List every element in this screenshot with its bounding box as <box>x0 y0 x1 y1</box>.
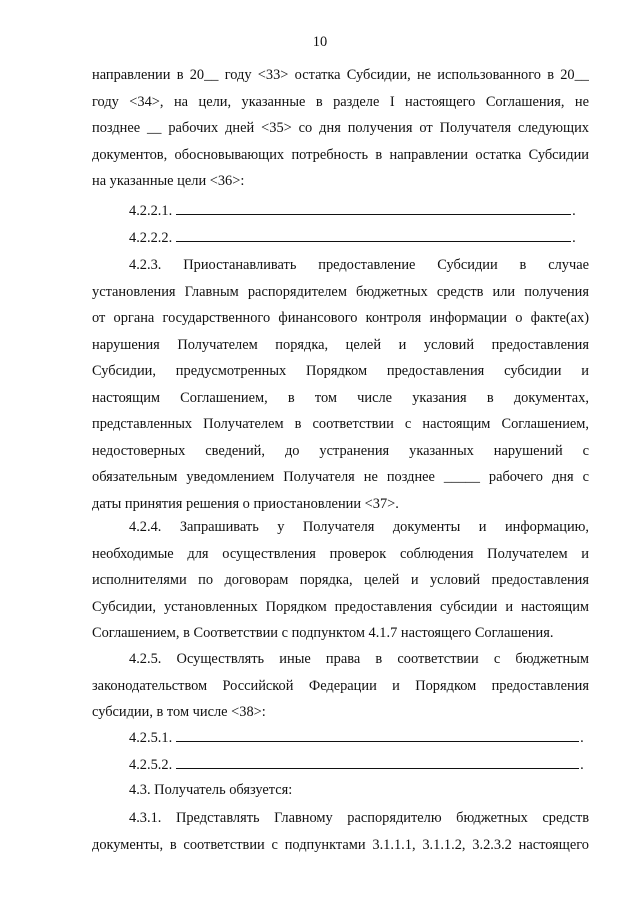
field-end: . <box>580 756 584 773</box>
field-end: . <box>580 730 584 746</box>
text-line: исполнителями по договорам порядка, целей и условий предоставления <box>92 572 589 588</box>
text-line: 4.2.3. Приостанавливать предоставление Субсидии в случае <box>129 257 589 273</box>
paragraph-4-2-4 <box>92 514 589 647</box>
text-line: на указанные цели <36>: <box>92 173 245 189</box>
text-line: обязательным уведомлением Получателя не позднее _____ рабочего дня с <box>92 469 589 485</box>
text-line: даты принятия решения о приостановлении <37>. <box>92 495 399 512</box>
page-number: 10 <box>312 34 328 50</box>
field-end: . <box>572 203 576 219</box>
blank-line <box>176 753 579 769</box>
blank-field-4-2-5-2 <box>92 752 589 779</box>
text-line: 4.3.1. Представлять Главному распорядителю бюджетных средств <box>129 810 589 826</box>
text-line: Соглашением, в Соответствии с подпунктом 4.1.7 настоящего Соглашения. <box>92 625 554 641</box>
text-line: Субсидии, предусмотренных Порядком предоставления субсидии и <box>92 363 589 379</box>
text-line: позднее __ рабочих дней <35> со дня получения от Получателя следующих <box>92 120 589 136</box>
fields-4-2-5 <box>92 725 589 778</box>
paragraph-intro <box>92 62 589 195</box>
text-line: установления Главным распорядителем бюджетных средств или получения <box>92 283 589 300</box>
field-label: 4.2.5.2. <box>129 756 173 773</box>
text-line: настоящим Соглашением, в том числе указания в документах, <box>92 389 589 406</box>
section-heading: 4.3. Получатель обязуется: <box>129 782 293 798</box>
text-line: законодательством Российской Федерации и Порядком предоставления <box>92 677 589 694</box>
field-label: 4.2.2.1. <box>129 203 173 219</box>
text-line: необходимые для осуществления проверок соблюдения Получателем и <box>92 545 589 562</box>
blank-line <box>176 199 571 215</box>
text-line: нарушения Получателем порядка, целей и условий предоставления <box>92 336 589 353</box>
text-line: от органа государственного финансового контроля информации о факте(ах) <box>92 310 589 326</box>
text-line: 4.2.5. Осуществлять иные права в соответствии с бюджетным <box>129 651 589 667</box>
paragraph-4-3-1 <box>92 805 589 858</box>
text-line: документов, обосновывающих потребность в направлении остатка Субсидии <box>92 146 589 163</box>
text-line: представленных Получателем в соответствии с настоящим Соглашением, <box>92 416 589 432</box>
text-line: Субсидии, установленных Порядком предоставления субсидии и настоящим <box>92 598 589 615</box>
field-label: 4.2.2.2. <box>129 229 173 246</box>
blank-field-4-2-2-1 <box>92 198 589 225</box>
text-line: году <34>, на цели, указанные в разделе I настоящего Соглашения, не <box>92 93 589 110</box>
blank-field-4-2-2-2 <box>92 225 589 252</box>
text-line: 4.2.4. Запрашивать у Получателя документы и информацию, <box>129 519 589 535</box>
blank-line <box>176 226 571 242</box>
text-line: субсидии, в том числе <38>: <box>92 704 266 720</box>
paragraph-4-2-3 <box>92 252 589 517</box>
text-line: документы, в соответствии с подпунктами 3.1.1.1, 3.1.1.2, 3.2.3.2 настоящего <box>92 836 589 853</box>
field-label: 4.2.5.1. <box>129 730 173 746</box>
field-end: . <box>572 229 576 246</box>
paragraph-4-3 <box>92 777 589 804</box>
paragraph-4-2-5 <box>92 646 589 726</box>
text-line: недостоверных сведений, до устранения указанных нарушений с <box>92 442 589 459</box>
blank-field-4-2-5-1 <box>92 725 589 752</box>
blank-line <box>176 726 579 742</box>
text-line: направлении в 20__ году <33> остатка Субсидии, не использованного в 20__ <box>92 67 589 83</box>
fields-4-2-2 <box>92 198 589 251</box>
